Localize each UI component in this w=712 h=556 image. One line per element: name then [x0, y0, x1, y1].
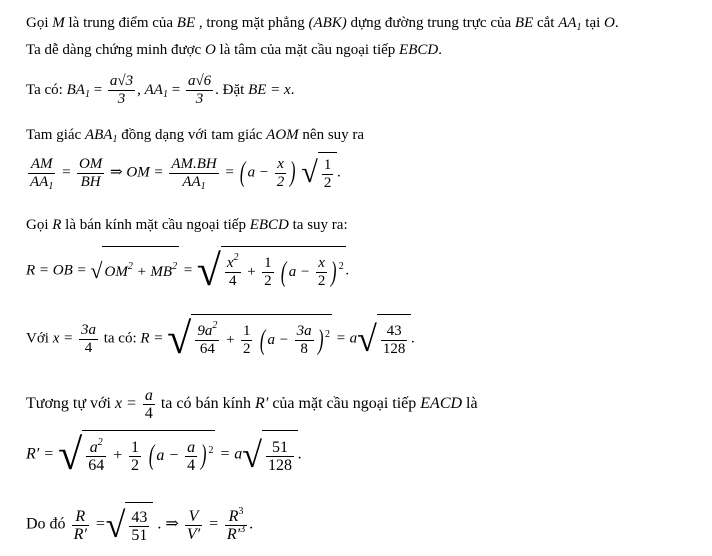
- math-var: O: [204, 42, 216, 58]
- square-root: √ $\frac{43}{128}$: [357, 314, 411, 364]
- square-root: √ $OM^2 + MB^2$: [90, 246, 179, 296]
- math-var: $AA_1$: [558, 15, 582, 33]
- square-root: √ $\frac{43}{51}$: [106, 502, 154, 548]
- fraction: $\frac{AM.BH}{AA_1}$: [171, 155, 217, 192]
- text: là tâm của mặt cầu ngoại tiếp: [219, 42, 396, 58]
- text-line-3: Ta có: $BA_1$ = $\frac{a√3}{3}$ , $AA_1$ = $\frac{a√6}{3}$ . Đặt BE = x.: [26, 73, 295, 108]
- fraction: $\frac{AM}{AA_1}$: [30, 155, 54, 192]
- text-line-6: [26, 216, 348, 234]
- formula-line-11: Do đó $\frac{R}{R'}$ =√ $\frac{43}{51}$ . ⇒ $\frac{V}{V'}$ = $\frac{R^3}{R'^3}$ .: [26, 502, 253, 548]
- text: của mặt cầu ngoại tiếp: [272, 395, 417, 412]
- text: ta có bán kính: [160, 395, 252, 412]
- math-var: AOM: [266, 127, 299, 143]
- text: tại: [585, 15, 601, 31]
- math-var: EBCD: [399, 42, 439, 58]
- text: là bán kính mặt cầu ngoại tiếp: [65, 217, 246, 233]
- math-var: BE: [514, 15, 534, 31]
- square-root: √ $\frac{51}{128}$: [242, 430, 298, 480]
- math-var: R′: [255, 395, 269, 412]
- text-line-9: Tương tự với x = $\frac{a}{4}$ ta có bán kính R′ của mặt cầu ngoại tiếp EACD là: [26, 386, 478, 422]
- fraction: $\frac{a√3}{3}$: [109, 73, 134, 108]
- text: cắt: [536, 15, 555, 31]
- math-var: O: [604, 15, 615, 31]
- text-line-4: Tam giác $ABA_1$ đồng dạng với tam giác AOM nên suy ra: [26, 127, 365, 145]
- text: Gọi: [26, 15, 49, 31]
- math-var: R: [52, 217, 62, 233]
- text: dựng đường trung trực của: [350, 15, 512, 31]
- text: , trong mặt phẳng: [198, 15, 305, 31]
- square-root: √ $\frac{1}{2}$: [301, 152, 337, 194]
- text: là trung điểm của: [68, 15, 174, 31]
- math-var: EACD: [420, 395, 463, 412]
- formula-line-5: $\frac{AM}{AA_1}$ = $\frac{OM}{BH}$ ⇒ OM = $\frac{AM.BH}{AA_1}$ = ( a − $\frac{x}{2}$ ) √ $\frac{1}{2}$ .: [26, 152, 341, 194]
- text-line-2: Ta dễ dàng chứng minh được O là tâm của mặt cầu ngoại tiếp EBCD.: [26, 42, 442, 58]
- math-var: EBCD: [249, 217, 289, 233]
- square-root: √ $\frac{x^2}{4}$ + $\frac{1}{2}$ ( a − $\frac{x}{2}$ ) $^2$: [196, 246, 344, 295]
- text: Gọi: [26, 217, 49, 233]
- math-var: (ABK): [308, 15, 347, 31]
- text: Ta dễ dàng chứng minh được: [26, 42, 202, 58]
- math-var: M: [52, 15, 65, 31]
- text: Tam giác: [26, 127, 82, 143]
- fraction: $\frac{OM}{BH}$: [78, 155, 103, 190]
- square-root: √ $\frac{a^2}{64}$ + $\frac{1}{2}$ ( a − $\frac{a}{4}$ ) $^2$: [58, 430, 214, 479]
- fraction: $\frac{x}{2}$: [276, 155, 285, 190]
- text-line-1: Gọi M là trung điểm của BE , trong mặt phẳng (ABK) dựng đường trung trực của BE cắt $AA_1$ tại O.: [26, 15, 619, 33]
- formula-line-8: Với x = $\frac{3a}{4}$ ta có: R = √ $\frac{9a^2}{64}$ + $\frac{1}{2}$ ( a − $\frac{3a}{8}$ ) $^2$ = a√ $\frac{43}{128}$ .: [26, 314, 416, 363]
- text: ta suy ra:: [292, 217, 348, 233]
- square-root: √ $\frac{9a^2}{64}$ + $\frac{1}{2}$ ( a − $\frac{3a}{8}$ ) $^2$: [167, 314, 330, 363]
- text: nên suy ra: [302, 127, 365, 143]
- math-var: BE: [176, 15, 196, 31]
- text: Ta có:: [26, 82, 63, 98]
- text: Tương tự với: [26, 395, 111, 412]
- text: đồng dạng với tam giác: [121, 127, 263, 143]
- formula-line-10: R′ = √ $\frac{a^2}{64}$ + $\frac{1}{2}$ ( a − $\frac{a}{4}$ ) $^2$ = a√ $\frac{51}{128}$ .: [26, 430, 303, 479]
- fraction: $\frac{a√6}{3}$: [187, 73, 212, 108]
- text: là: [466, 395, 478, 412]
- formula-line-7: R = OB = √ $OM^2 + MB^2$ = √ $\frac{x^2}{4}$ + $\frac{1}{2}$ ( a − $\frac{x}{2}$ ) $^2$ .: [26, 246, 350, 295]
